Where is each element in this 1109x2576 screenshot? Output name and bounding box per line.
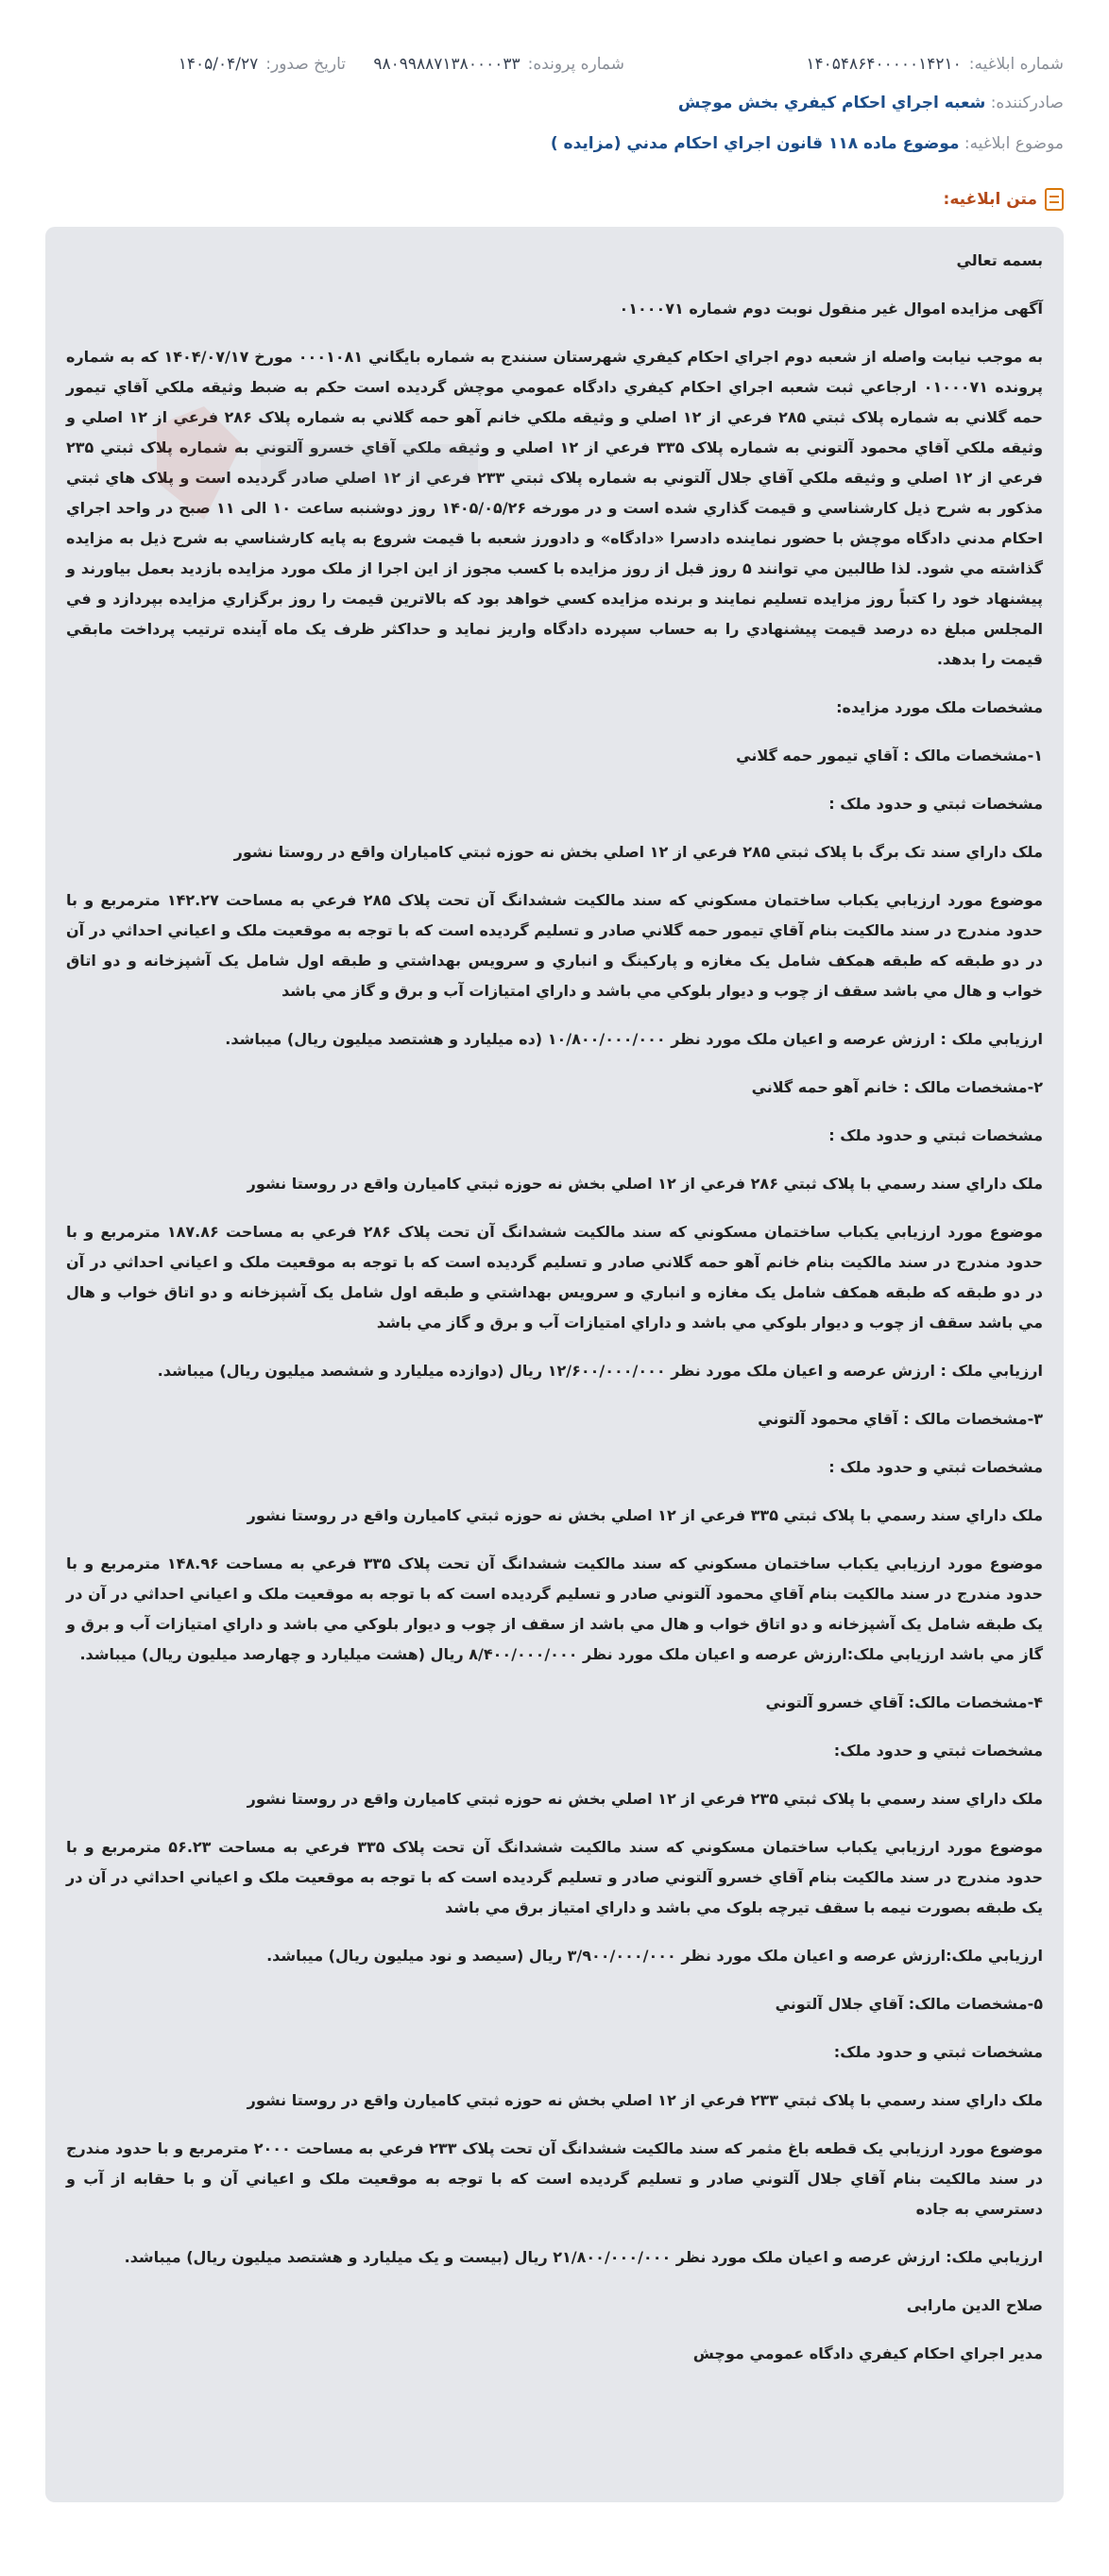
- issue-date: ۱۴۰۵/۰۴/۲۷: [178, 55, 259, 74]
- owner-5: ۵-مشخصات مالک: آقاي جلال آلتوني: [775, 1995, 1043, 2013]
- notice-text-panel: [45, 227, 1064, 2502]
- owner-2-description: موضوع مورد ارزيابي يکباب ساختمان مسکوني که سند مالکيت ششدانگ آن تحت پلاک ۲۸۶ فرعي به مساحت ۱۸۷.۸۶ مترمربع و با حدود مندرج در سند مالکيت بنام خانم آهو حمه گلاني صادر و تسليم گرديده است که با توجه به موقعيت ملک و اعياني احداثي در آن در دو طبقه که طبقه همکف شامل يک مغازه و انباري و سرويس بهداشتي و طبقه اول شامل يک آشپزخانه و دو اتاق خواب و هال مي باشد سقف از چوب و ديوار بلوکي مي باشد و داراي امتيازات آب و برق و گاز مي باشد: [66, 1223, 1044, 1331]
- case-number: ۹۸۰۹۹۸۸۷۱۳۸۰۰۰۰۳۳: [373, 55, 520, 74]
- owner-4-valuation: ارزيابي ملک:ارزش عرصه و اعيان ملک مورد نظر ۳/۹۰۰/۰۰۰/۰۰۰ ريال (سيصد و نود ميليون ريال) ميباشد.: [266, 1947, 1043, 1965]
- owner-2-valuation: ارزيابي ملک : ارزش عرصه و اعيان ملک مورد نظر ۱۲/۶۰۰/۰۰۰/۰۰۰ ريال (دوازده ميليارد و ششصد ميليون ريال) ميباشد.: [157, 1362, 1043, 1380]
- owner-3-registry: ملک داراي سند رسمي با پلاک ثبتي ۳۳۵ فرعي از ۱۲ اصلي بخش نه حوزه ثبتي کاميارن واقع در روستا نشور: [247, 1506, 1043, 1524]
- owner-1-valuation: ارزيابي ملک : ارزش عرصه و اعيان ملک مورد نظر ۱۰/۸۰۰/۰۰۰/۰۰۰ (ده ميلیارد و هشتصد ميليون ريال) ميباشد.: [225, 1030, 1043, 1048]
- owner-3-registry-heading: مشخصات ثبتي و حدود ملک :: [828, 1458, 1043, 1476]
- owner-2-registry: ملک داراي سند رسمي با پلاک ثبتي ۲۸۶ فرعي از ۱۲ اصلي بخش نه حوزه ثبتي کاميارن واقع در روستا نشور: [247, 1175, 1043, 1193]
- owner-2: ۲-مشخصات مالک : خانم آهو حمه گلاني: [751, 1078, 1043, 1096]
- header-row-numbers: [45, 54, 1064, 75]
- owner-4-registry-heading: مشخصات ثبتي و حدود ملک:: [833, 1742, 1043, 1760]
- owner-1: ۱-مشخصات مالک : آقاي تيمور حمه گلاني: [736, 747, 1043, 764]
- issuer-row: [45, 93, 1064, 113]
- owner-4: ۴-مشخصات مالک: آقاي خسرو آلتوني: [765, 1693, 1043, 1711]
- subject-label: موضوع ابلاغیه:: [964, 134, 1064, 153]
- notice-text-header: [944, 188, 1064, 211]
- owner-4-registry: ملک داراي سند رسمي با پلاک ثبتي ۲۳۵ فرعي از ۱۲ اصلي بخش نه حوزه ثبتي کاميارن واقع در روستا نشور: [247, 1790, 1043, 1808]
- subject-row: [45, 133, 1064, 154]
- owner-5-description: موضوع مورد ارزيابي يک قطعه باغ مثمر که سند مالکيت ششدانگ آن تحت پلاک ۲۳۳ فرعي به مساحت ۲۰۰۰ مترمربع و با حدود مندرج در سند مالکيت بنام آقاي جلال آلتوني صادر و تسليم گرديده است که با توجه به موقعيت ملک و اعياني آن و با حقابه از آب و دسترسي به جاده: [66, 2139, 1043, 2218]
- case-number-label: شماره پرونده:: [527, 55, 624, 74]
- owner-1-registry-heading: مشخصات ثبتي و حدود ملک :: [828, 795, 1043, 813]
- intro-paragraph: به موجب نيابت واصله از شعبه دوم اجراي احکام کيفري شهرستان سنندج به شماره بايگاني ۰۰۰۱۰۸۱ مورخ ۱۴۰۴/۰۷/۱۷ که به شماره پرونده ۰۱۰۰۰۷۱ ارجاعي ثبت شعبه اجراي احکام کيفري دادگاه عمومي موچش گرديده است حکم به ضبط وثيقه ملکي آقاي تيمور حمه گلاني به شماره پلاک ثبتي ۲۸۵ فرعي از ۱۲ اصلي و وثيقه ملکي خانم آهو حمه گلاني به شماره پلاک ۲۸۶ فرعي از ۱۲ اصلي و وثيقه ملکي آقاي محمود آلتوني به شماره پلاک ۳۳۵ فرعي از ۱۲ اصلي و وثيقه ملکي آقاي خسرو آلتوني به شماره پلاک ثبتي ۲۳۵ فرعي از ۱۲ اصلي و وثيقه ملکي آقاي جلال آلتوني به شماره پلاک ثبتي ۲۳۳ فرعي از ۱۲ اصلي صادر گرديده است و پلاک هاي ثبتي مذکور به شرح ذيل کارشناسي و قيمت گذاري شده است و در مورخه ۱۴۰۵/۰۵/۲۶ روز دوشنبه ساعت ۱۰ الی ۱۱ صبح در واحد اجراي احکام مدني دادگاه موچش با حضور نماينده دادسرا «دادگاه» و دادورز شعبه با قيمت شروع به پايه کارشناسي به شرح ذيل به مزايده گذاشته مي شود. لذا طالبين مي توانند ۵ روز قبل از روز مزايده با کسب مجوز از اين اجرا از ملک مورد مزايده بازديد بعمل بياورند و پيشنهاد خود را کتباً روز مزايده تسليم نمايند و برنده مزايده کسي خواهد بود که بالاترين قيمت را روز برگزاري مزايده بپردازد و في المجلس مبلغ ده درصد قيمت پيشنهادي را به حساب سپرده دادگاه واريز نمايد و حداکثر ظرف يک ماه آينده ترتيب پرداخت مابقي قيمت را بدهد.: [66, 348, 1044, 668]
- heading-bismillah: بسمه تعالي: [956, 251, 1043, 269]
- owner-1-description: موضوع مورد ارزيابي يکباب ساختمان مسکوني که سند مالکيت ششدانگ آن تحت پلاک ۲۸۵ فرعي به مساحت ۱۴۲.۲۷ مترمربع و با حدود مندرج در سند مالکيت بنام آقاي تيمور حمه گلاني صادر و تسليم گرديده است که با توجه به موقعيت ملک و اعياني احداثي در آن در دو طبقه که طبقه همکف شامل يک مغازه و پارکينگ و انباري و سرويس بهداشتي و طبقه اول شامل يک آشپزخانه و دو اتاق خواب و هال مي باشد سقف از چوب و ديوار بلوکي مي باشد و داراي امتيازات آب و برق و گاز مي باشد: [66, 891, 1044, 1000]
- notice-text-title: متن ابلاغیه:: [943, 190, 1037, 209]
- owner-3-description: موضوع مورد ارزيابي يکباب ساختمان مسکوني که سند مالکيت ششدانگ آن تحت پلاک ۳۳۵ فرعي به مساحت ۱۴۸.۹۶ مترمربع و با حدود مندرج در سند مالکيت بنام آقاي محمود آلتوني صادر و تسليم گرديده است که با توجه به موقعيت ملک و اعياني احداثي در آن در يک طبقه شامل يک آشپزخانه و دو اتاق خواب و هال مي باشد از سقف از چوب و ديوار بلوکي مي باشد و داراي امتيازات آب و برق و گاز مي باشد ارزيابي ملک:ارزش عرصه و اعيان ملک مورد نظر ۸/۴۰۰/۰۰۰/۰۰۰ ريال (هشت ميليارد و چهارصد ميليون ريال) ميباشد.: [66, 1554, 1044, 1663]
- signer-name: صلاح الدين مارابی: [906, 2296, 1043, 2314]
- notice-number-field: [624, 54, 1064, 75]
- owner-5-registry: ملک داراي سند رسمي با پلاک ثبتي ۲۳۳ فرعي از ۱۲ اصلي بخش نه حوزه ثبتي کاميارن واقع در روستا نشور: [247, 2091, 1043, 2109]
- subject: موضوع ماده ۱۱۸ قانون اجراي احکام مدني (مزايده ): [550, 134, 960, 153]
- owner-5-registry-heading: مشخصات ثبتي و حدود ملک:: [833, 2043, 1043, 2061]
- signer-title: مدير اجراي احکام کيفري دادگاه عمومي موچش: [692, 2344, 1043, 2362]
- case-number-field: [346, 54, 624, 75]
- issuer-label: صادرکننده:: [990, 94, 1064, 112]
- auction-title: آگهی مزايده اموال غير منقول نوبت دوم شماره ۰۱۰۰۰۷۱: [619, 300, 1043, 318]
- owner-1-registry: ملک داراي سند تک برگ با پلاک ثبتي ۲۸۵ فرعي از ۱۲ اصلي بخش نه حوزه ثبتي کامياران واقع در روستا نشور: [233, 843, 1043, 861]
- issuer: شعبه اجراي احکام کيفري بخش موچش: [677, 94, 986, 112]
- document-icon: [1045, 188, 1064, 211]
- owner-2-registry-heading: مشخصات ثبتي و حدود ملک :: [828, 1126, 1043, 1144]
- issue-date-field: [179, 54, 346, 75]
- owner-3: ۳-مشخصات مالک : آقاي محمود آلتوني: [758, 1410, 1043, 1428]
- notice-number-label: شماره ابلاغیه:: [968, 55, 1064, 74]
- notice-number: ۱۴۰۵۴۸۶۴۰۰۰۰۰۱۴۲۱۰: [806, 55, 962, 74]
- issue-date-label: تاریخ صدور:: [265, 55, 346, 74]
- owner-4-description: موضوع مورد ارزيابي يکباب ساختمان مسکوني که سند مالکيت ششدانگ آن تحت پلاک ۳۳۵ فرعي به مساحت ۵۶.۲۳ مترمربع و با حدود مندرج در سند مالکيت بنام آقاي خسرو آلتوني صادر و تسليم گرديده است که با توجه به موقعيت ملک و اعياني احداثي در آن در يک طبقه بصورت نيمه با سقف تيرچه بلوک مي باشد و داراي امتياز برق مي باشد: [66, 1838, 1044, 1916]
- owner-5-valuation: ارزيابي ملک: ارزش عرصه و اعيان ملک مورد نظر ۲۱/۸۰۰/۰۰۰/۰۰۰ ريال (بيست و يک ميليارد و هشتصد ميليون ريال) ميباشد.: [124, 2248, 1043, 2266]
- property-specs-heading: مشخصات ملک مورد مزايده:: [836, 698, 1043, 716]
